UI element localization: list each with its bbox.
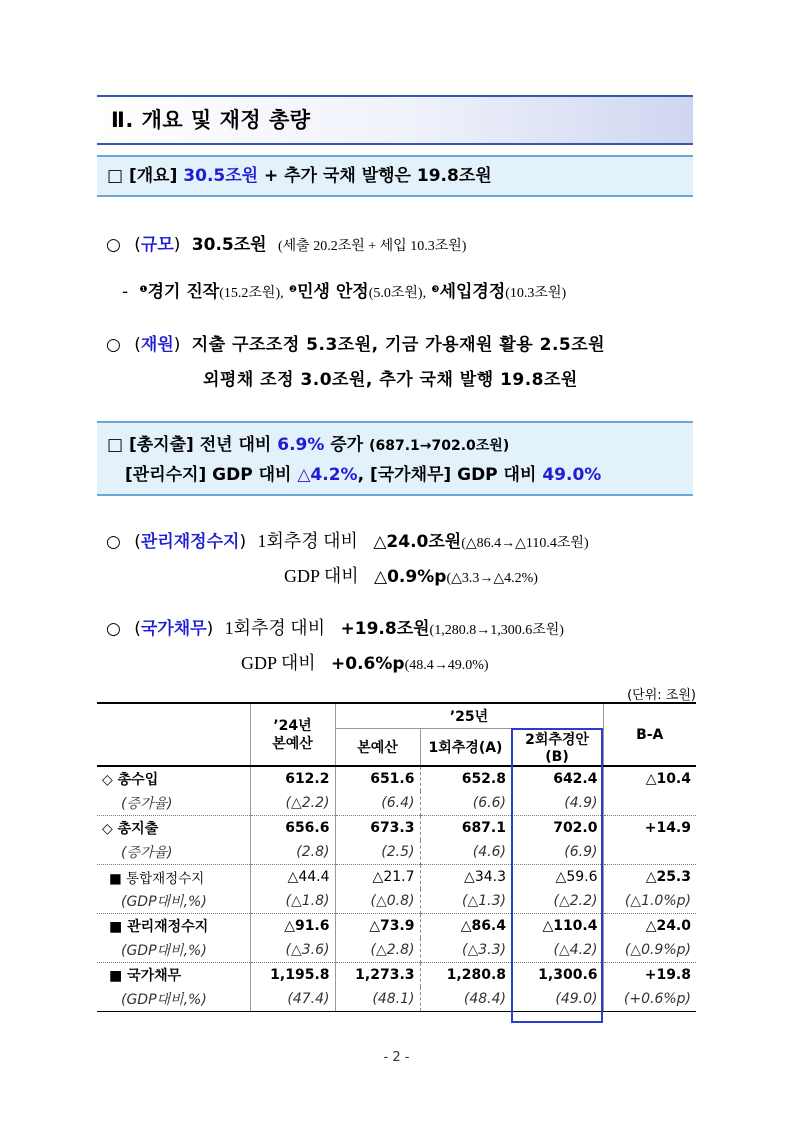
cell: △24.0 [603,914,696,939]
item-1: 경기 진작 [147,282,220,302]
debt-line [106,614,564,640]
cell: 652.8 [420,766,511,791]
cell: △44.4 [250,865,335,890]
marker-2-icon: ❷ [289,285,298,295]
cell: 673.3 [335,816,420,841]
scale-close: ) [173,235,181,255]
cell: (△3.3) [420,938,511,963]
funding-close: ) [173,335,181,355]
cell: (△1.0%p) [603,889,696,914]
header-2024-sub: 본예산 [272,735,313,752]
header-2024-year: ’24년 [273,717,312,734]
cell: 1,300.6 [538,967,598,983]
cell: △73.9 [335,914,420,939]
page-number: - 2 - [383,1050,410,1065]
exp-l1-mid: 증가 [324,435,370,455]
row-label: (증가율) [97,791,250,816]
item-3: 세입경정 [439,282,506,302]
scale-detail: (세출 20.2조원 + 세입 10.3조원) [278,239,467,254]
cell: (△2.2) [511,889,603,914]
cell: (48.1) [335,987,420,1012]
cell: (+0.6%p) [603,987,696,1012]
cell: 687.1 [420,816,511,841]
cell [603,791,696,816]
cell: 1,273.3 [335,963,420,988]
overview-lead: □ [개요] [107,166,184,186]
cell: (△0.8) [335,889,420,914]
cell: (49.0) [511,987,603,1012]
balance-close: ) [239,532,247,552]
scale-detail-line [122,277,566,302]
funding-line [106,330,605,355]
cell: (47.4) [250,987,335,1012]
balance-line [106,527,589,553]
funding-line2: 외평채 조정 3.0조원, 추가 국채 발행 19.8조원 [203,370,578,390]
header-2024 [250,703,335,766]
expenditure-line2 [107,461,693,490]
debt-tag: 국가채무 [140,619,207,639]
funding-open: ( [134,335,141,355]
funding-line1: 지출 구조조정 5.3조원, 기금 가용재원 활용 2.5조원 [191,335,606,355]
balance-detail: (△86.4→△110.4조원) [461,536,589,551]
debt-close: ) [206,619,214,639]
cell: △59.6 [555,869,598,885]
item-3-amount: (10.3조원) [505,286,567,301]
header-2025-main: 본예산 [335,729,420,767]
balance-tag: 관리재정수지 [140,532,240,552]
table-row [97,816,696,841]
row-label: ◇ 총지출 [102,821,159,837]
marker-1-icon: ❶ [139,285,148,295]
cell: △10.4 [603,766,696,791]
cell: (4.6) [420,840,511,865]
item-1-amount: (15.2조원), [219,286,284,301]
overview-rest: + 추가 국채 발행은 19.8조원 [258,166,492,186]
table-row [97,791,696,816]
cell: +14.9 [603,816,696,841]
table-row [97,987,696,1012]
bullet-circle-icon: ○ [106,335,121,355]
cell: (△2.2) [250,791,335,816]
cell: (2.8) [250,840,335,865]
cell: (6.4) [335,791,420,816]
balance-gdp-amount: △0.9%p [374,567,447,587]
funding-tag: 재원 [140,335,174,355]
scale-tag: 규모 [140,235,174,255]
debt-open: ( [134,619,141,639]
cell: 642.4 [553,771,598,787]
cell: 1,280.8 [420,963,511,988]
row-label: (GDP대비,%) [97,987,250,1012]
dash: - [122,282,129,302]
scale-line [106,230,466,255]
row-label: (GDP대비,%) [97,938,250,963]
debt-compare: 1회추경 대비 [224,618,326,638]
row-label: (GDP대비,%) [97,889,250,914]
cell: △110.4 [542,918,598,934]
bullet-circle-icon: ○ [106,619,121,639]
cell [603,840,696,865]
debt-gdp-amount: +0.6%p [331,654,405,674]
cell: 656.6 [250,816,335,841]
debt-gdp-detail: (48.4→49.0%) [404,658,489,673]
budget-table [97,702,696,1012]
unit-label: (단위: 조원) [627,688,696,703]
header-diff: B-A [603,703,696,766]
cell: △34.3 [420,865,511,890]
cell: (6.9) [511,840,603,865]
scale-amount: 30.5조원 [191,235,267,255]
balance-gdp-line [284,562,538,588]
balance-gdp-label: GDP 대비 [284,566,359,586]
header-blank [97,703,250,766]
table-row [97,914,696,939]
header-2025-supp1: 1회추경(A) [420,729,511,767]
cell: (△0.9%p) [603,938,696,963]
cell: (4.9) [511,791,603,816]
cell: △25.3 [603,865,696,890]
balance-compare: 1회추경 대비 [257,531,358,551]
cell: 612.2 [250,766,335,791]
overview-highlight: 30.5조원 [183,166,259,186]
table-row [97,963,696,988]
row-label: ■ 통합재정수지 [109,871,205,887]
table-row [97,938,696,963]
cell: 651.6 [335,766,420,791]
scale-open: ( [134,235,141,255]
expenditure-box [97,421,693,496]
exp-l1-lead: □ [총지출] 전년 대비 [107,435,278,455]
table-row [97,889,696,914]
cell: +19.8 [603,963,696,988]
balance-gdp-detail: (△3.3→△4.2%) [446,571,538,586]
bullet-circle-icon: ○ [106,532,121,552]
exp-l2-lead: [관리수지] GDP 대비 [125,465,298,485]
header-2025: ’25년 [335,703,603,729]
exp-l2-highlight2: 49.0% [542,465,602,485]
row-label: ■ 국가채무 [109,968,182,984]
cell: (△1.3) [420,889,511,914]
debt-detail: (1,280.8→1,300.6조원) [429,623,564,638]
cell: (△2.8) [335,938,420,963]
overview-box [97,155,693,197]
expenditure-line1 [107,431,693,461]
cell: (△3.6) [250,938,335,963]
cell: 1,195.8 [250,963,335,988]
exp-l2-highlight: △4.2% [297,465,358,485]
cell: △91.6 [250,914,335,939]
balance-amount: △24.0조원 [373,532,462,552]
exp-l1-highlight: 6.9% [277,435,325,455]
exp-l1-tail: (687.1→702.0조원) [369,438,510,454]
table-row [97,840,696,865]
row-label: (증가율) [97,840,250,865]
table-row [97,865,696,890]
cell: △21.7 [335,865,420,890]
debt-gdp-line [241,649,489,675]
table-row [97,766,696,791]
section-title: Ⅱ. 개요 및 재정 총량 [97,95,693,145]
row-label: ■ 관리재정수지 [109,919,209,935]
cell: (△1.8) [250,889,335,914]
cell: (48.4) [420,987,511,1012]
item-2-amount: (5.0조원), [368,286,427,301]
header-2025-supp2: 2회추경안(B) [511,729,603,767]
debt-amount: +19.8조원 [340,619,430,639]
debt-gdp-label: GDP 대비 [241,653,316,673]
cell: (6.6) [420,791,511,816]
balance-open: ( [134,532,141,552]
bullet-circle-icon: ○ [106,235,121,255]
marker-3-icon: ❸ [431,285,440,295]
row-label: ◇ 총수입 [102,772,159,788]
item-2: 민생 안정 [297,282,369,302]
cell: 702.0 [553,820,598,836]
cell: (2.5) [335,840,420,865]
cell: (△4.2) [511,938,603,963]
cell: △86.4 [420,914,511,939]
exp-l2-mid: , [국가채무] GDP 대비 [357,465,543,485]
